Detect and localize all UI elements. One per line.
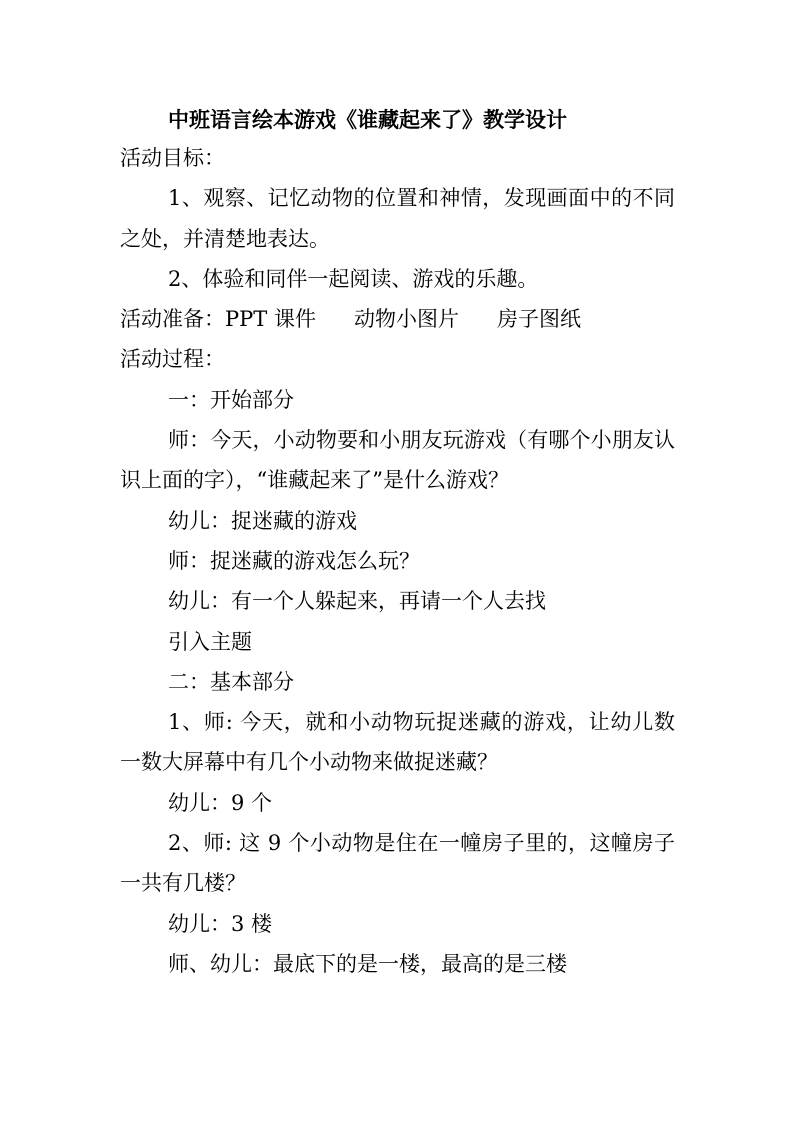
section-heading-start: 一：开始部分 (168, 387, 294, 412)
prep-line (120, 299, 680, 339)
document-title: 中班语言绘本游戏《谁藏起来了》教学设计 (168, 107, 567, 132)
prep-item-animal-pictures: 动物小图片 (353, 307, 459, 332)
process-heading: 活动过程： (120, 347, 225, 372)
dialogue-teacher-3: 1、师: 今天，就和小动物玩捉迷藏的游戏，让幼儿数一数大屏幕中有几个小动物来做捉迷藏？ (120, 710, 675, 775)
dialogue-both: 师、幼儿：最底下的是一楼，最高的是三楼 (168, 951, 567, 976)
dialogue-teacher-2: 师：捉迷藏的游戏怎么玩？ (168, 548, 420, 573)
dialogue-child-2: 幼儿：有一个人躲起来，再请一个人去找 (168, 589, 546, 614)
dialogue-teacher-4: 2、师: 这 9 个小动物是住在一幢房子里的，这幢房子一共有几楼？ (120, 831, 675, 896)
section-heading-main: 二：基本部分 (168, 669, 294, 694)
prep-item-house-drawing: 房子图纸 (496, 307, 581, 332)
prep-item-ppt: PPT 课件 (225, 307, 316, 332)
intro-topic: 引入主题 (168, 629, 252, 654)
document-page (120, 102, 680, 984)
goal-1: 1、观察、记忆动物的位置和神情，发现画面中的不同之处，并清楚地表达。 (120, 186, 675, 251)
goals-heading: 活动目标： (120, 146, 225, 170)
dialogue-child-1: 幼儿：捉迷藏的游戏 (168, 508, 357, 533)
dialogue-teacher-1: 师：今天，小动物要和小朋友玩游戏（有哪个小朋友认识上面的字），“谁藏起来了”是什么游戏？ (120, 428, 675, 493)
dialogue-child-3: 幼儿：9 个 (168, 790, 273, 815)
goal-2: 2、体验和同伴一起阅读、游戏的乐趣。 (168, 266, 539, 291)
dialogue-child-4: 幼儿：3 楼 (168, 911, 273, 936)
prep-label: 活动准备： (120, 307, 225, 332)
